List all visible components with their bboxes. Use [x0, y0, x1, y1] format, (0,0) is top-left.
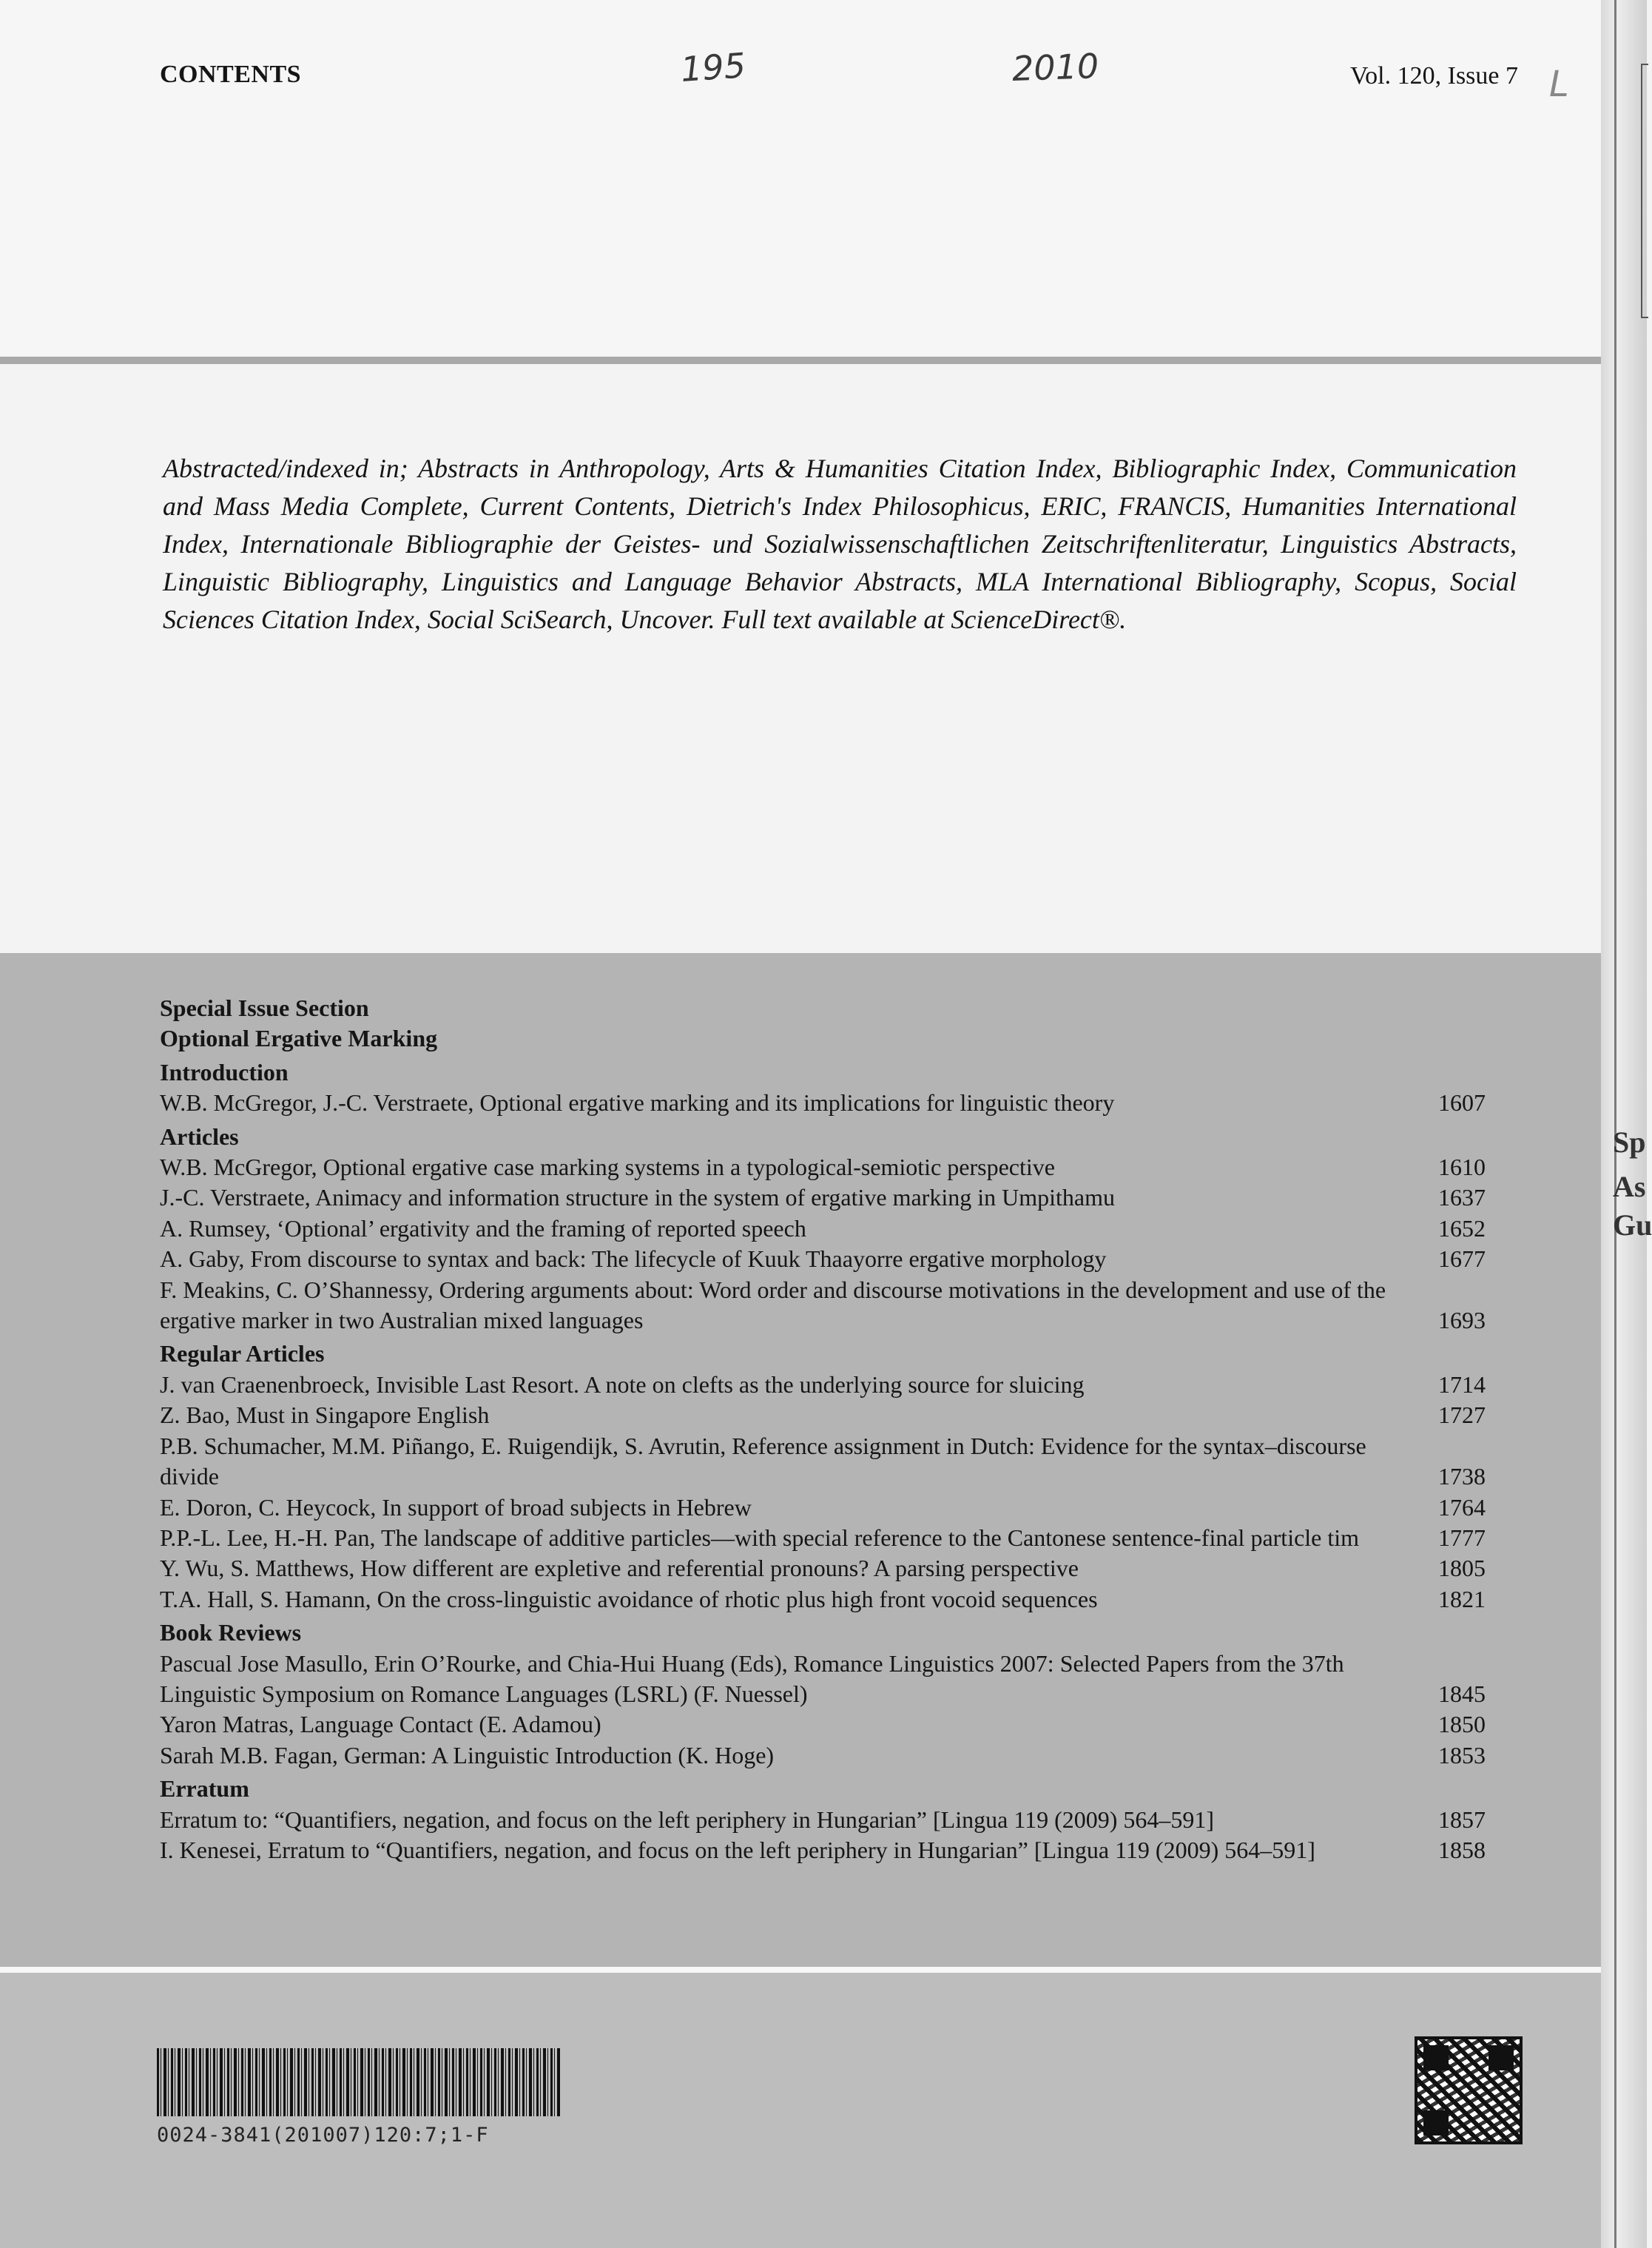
toc-entry — [160, 1152, 1491, 1182]
toc-entry-page: 1857 — [1438, 1806, 1486, 1833]
handwritten-note-3: L — [1549, 64, 1569, 105]
toc-entry-title: W.B. McGregor, Optional ergative case marking systems in a typological-semiotic perspective — [160, 1154, 1055, 1181]
toc-entry — [160, 1182, 1491, 1213]
toc-entry-title: Erratum to: “Quantifiers, negation, and focus on the left periphery in Hungarian” [Lingua 119 (2009) 564–591] — [160, 1806, 1215, 1833]
toc-entry — [160, 1214, 1491, 1244]
barcode-icon — [157, 2048, 561, 2116]
toc-entry-title: E. Doron, C. Heycock, In support of broad subjects in Hebrew — [160, 1493, 752, 1521]
toc-entry — [160, 1740, 1491, 1771]
toc-heading-special-issue: Special Issue Section — [160, 995, 369, 1021]
toc-entry-page: 1652 — [1438, 1214, 1486, 1242]
toc-entry-title: P.P.-L. Lee, H.-H. Pan, The landscape of additive particles—with special reference to the Cantonese sentence-final particle tim — [160, 1524, 1360, 1551]
toc-entry-title: I. Kenesei, Erratum to “Quantifiers, negation, and focus on the left periphery in Hungarian” [Lingua 119 (2009) 564–591] — [160, 1836, 1315, 1863]
toc-entry — [160, 1400, 1491, 1430]
toc-entry-page: 1845 — [1438, 1680, 1486, 1707]
toc-entry-title: J.-C. Verstraete, Animacy and information structure in the system of ergative marking in Umpithamu — [160, 1184, 1115, 1211]
indexing-statement: Abstracted/indexed in; Abstracts in Anthropology, Arts & Humanities Citation Index, Bibliographic Index, Communication and Mass Media Complete, Current Contents, Dietrich's Index Philosophicus, ERIC, FRANCIS, Humanities International Index, Internationale Bibliographie der Geistes- und Sozialwissenschaftlichen Zeitschriftenliteratur, Linguistics Abstracts, Linguistic Bibliography, Linguistics and Language Behavior Abstracts, MLA International Bibliography, Scopus, Social Sciences Citation Index, Social SciSearch, Uncover. Full text available at ScienceDirect®. — [163, 454, 1517, 634]
toc-entry-title: A. Gaby, From discourse to syntax and back: The lifecycle of Kuuk Thaayorre ergative morphology — [160, 1245, 1107, 1273]
toc-entry-page: 1607 — [1438, 1089, 1486, 1117]
toc-section-title: Regular Articles — [160, 1340, 325, 1367]
toc-entry — [160, 1493, 1491, 1523]
page-edge-box — [1641, 64, 1648, 318]
toc-entry-title: Yaron Matras, Language Contact (E. Adamou) — [160, 1711, 601, 1738]
toc-entry — [160, 1088, 1491, 1118]
toc-entry-title: T.A. Hall, S. Hamann, On the cross-linguistic avoidance of rhotic plus high front vocoid sequences — [160, 1585, 1098, 1612]
toc-section-title: Introduction — [160, 1058, 289, 1086]
table-of-contents — [160, 993, 1491, 1865]
toc-sections — [160, 1057, 1491, 1866]
edge-text-2: As — [1613, 1170, 1646, 1203]
toc-section-title: Book Reviews — [160, 1619, 302, 1646]
toc-entry-page: 1677 — [1438, 1245, 1486, 1273]
toc-entry-title: Sarah M.B. Fagan, German: A Linguistic Introduction (K. Hoge) — [160, 1741, 775, 1769]
toc-entry-page: 1805 — [1438, 1555, 1486, 1582]
volume-issue-label: Vol. 120, Issue 7 — [1350, 62, 1518, 90]
toc-entry — [160, 1835, 1491, 1865]
toc-section-title: Erratum — [160, 1775, 249, 1803]
toc-entry-title: Pascual Jose Masullo, Erin O’Rourke, and Chia-Hui Huang (Eds), Romance Linguistics 2007: Selected Papers from the 37th Linguistic Symposium on Romance Languages (LSRL) (F. Nuessel) — [160, 1649, 1344, 1707]
toc-entry-title: J. van Craenenbroeck, Invisible Last Resort. A note on clefts as the underlying source for sluicing — [160, 1370, 1085, 1398]
divider-top — [0, 357, 1647, 364]
toc-section-title: Articles — [160, 1123, 239, 1150]
adjacent-page-edge — [1601, 0, 1647, 2248]
toc-entry-title: A. Rumsey, ‘Optional’ ergativity and the framing of reported speech — [160, 1214, 806, 1242]
toc-entry — [160, 1523, 1491, 1553]
qr-code-icon — [1415, 2036, 1523, 2144]
toc-entry-page: 1714 — [1438, 1370, 1486, 1398]
toc-entry — [160, 1709, 1491, 1740]
toc-entry-page: 1693 — [1438, 1307, 1486, 1334]
toc-entry-page: 1764 — [1438, 1493, 1486, 1521]
toc-entry-page: 1637 — [1438, 1184, 1486, 1211]
toc-entry-page: 1853 — [1438, 1741, 1486, 1769]
toc-entry-title: P.B. Schumacher, M.M. Piñango, E. Ruigendijk, S. Avrutin, Reference assignment in Dutch: Evidence for the syntax–discourse divide — [160, 1432, 1366, 1490]
toc-entry-page: 1727 — [1438, 1401, 1486, 1429]
toc-entry-page: 1777 — [1438, 1524, 1486, 1551]
edge-text-3: Gu — [1613, 1208, 1652, 1242]
barcode-number: 0024-3841(201007)120:7;1-F — [157, 2124, 489, 2147]
toc-entry — [160, 1244, 1491, 1274]
toc-entry-page: 1858 — [1438, 1836, 1486, 1863]
toc-entry-page: 1610 — [1438, 1154, 1486, 1181]
toc-heading-theme: Optional Ergative Marking — [160, 1025, 438, 1052]
toc-entry — [160, 1275, 1491, 1336]
toc-entry-page: 1821 — [1438, 1585, 1486, 1612]
handwritten-note-1: 195 — [679, 45, 747, 90]
footer-area — [0, 1973, 1647, 2248]
toc-entry-title: Y. Wu, S. Matthews, How different are expletive and referential pronouns? A parsing perspective — [160, 1555, 1079, 1582]
toc-entry — [160, 1431, 1491, 1493]
toc-entry — [160, 1649, 1491, 1710]
divider-bottom — [0, 1967, 1647, 1973]
handwritten-note-2: 2010 — [1011, 45, 1099, 90]
toc-entry-title: W.B. McGregor, J.-C. Verstraete, Optional ergative marking and its implications for linguistic theory — [160, 1089, 1115, 1117]
toc-entry-page: 1850 — [1438, 1711, 1486, 1738]
toc-entry-page: 1738 — [1438, 1463, 1486, 1490]
header-area — [0, 0, 1647, 358]
table-of-contents-panel — [0, 953, 1647, 1968]
page-edge-line — [1614, 0, 1616, 2248]
toc-entry — [160, 1553, 1491, 1584]
toc-entry — [160, 1584, 1491, 1615]
toc-entry-title: Z. Bao, Must in Singapore English — [160, 1401, 490, 1429]
toc-entry — [160, 1370, 1491, 1400]
contents-label: CONTENTS — [160, 61, 302, 88]
toc-entry-title: F. Meakins, C. O’Shannessy, Ordering arguments about: Word order and discourse motivations in the development and use of the ergative marker in two Australian mixed languages — [160, 1276, 1386, 1334]
edge-text-1: Sp — [1613, 1125, 1646, 1159]
toc-entry — [160, 1805, 1491, 1835]
